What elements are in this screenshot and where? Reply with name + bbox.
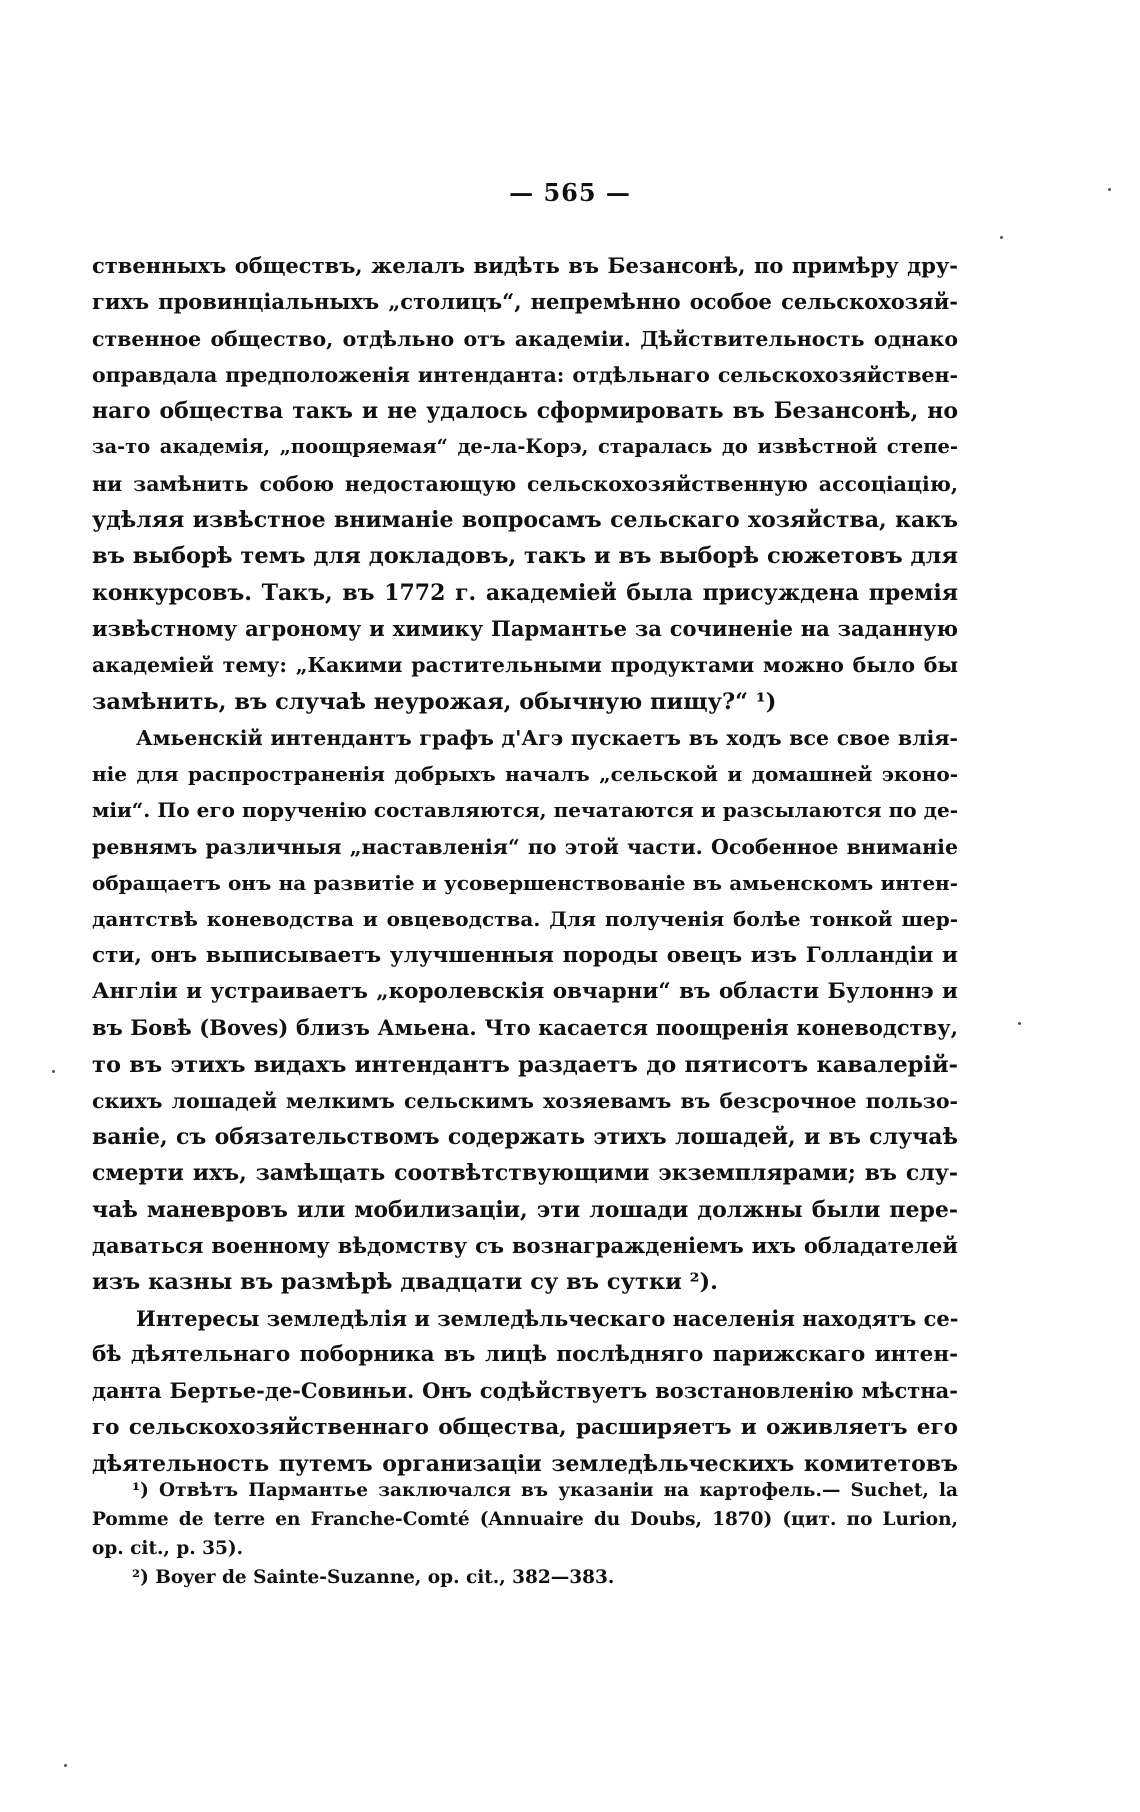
text-line: изъ казны въ размѣрѣ двадцати су въ сутки ²).: [92, 1269, 719, 1296]
text-line: даваться военному вѣдомству съ вознагражденіемъ ихъ обладателей: [92, 1233, 958, 1259]
footnote-line: ¹) Отвѣтъ Пармантье заключался въ указаніи на картофель.— Suchet, la: [132, 1480, 958, 1501]
scan-speck: [52, 1070, 55, 1073]
text-line: ніе для распространенія добрыхъ началъ „сельской и домашней эконо-: [92, 762, 958, 787]
text-line: ни замѣнить собою недостающую сельскохозяйственную ассоціацію,: [92, 471, 958, 496]
text-line: смерти ихъ, замѣщать соотвѣтствующими экземплярами; въ слу-: [92, 1160, 958, 1187]
text-line: ственное общество, отдѣльно отъ академіи. Дѣйствительность однако: [92, 326, 958, 351]
text-line: оправдала предположенія интенданта: отдѣльнаго сельскохозяйствен-: [92, 362, 958, 387]
scan-speck: [1108, 188, 1111, 191]
text-line: въ Бовѣ (Boves) близъ Амьена. Что касается поощренія коневодству,: [92, 1015, 958, 1041]
text-line: міи“. По его порученію составляются, печатаются и разсылаются по де-: [92, 798, 958, 823]
scan-speck: [1018, 1022, 1021, 1025]
text-line: чаѣ маневровъ или мобилизаціи, эти лошади должны были пере-: [92, 1196, 958, 1223]
text-line: удѣляя извѣстное вниманіе вопросамъ сельскаго хозяйства, какъ: [92, 507, 958, 534]
text-line: скихъ лошадей мелкимъ сельскимъ хозяевамъ въ безсрочное пользо-: [92, 1088, 958, 1113]
text-line: наго общества такъ и не удалось сформировать въ Безансонѣ, но: [92, 398, 958, 425]
text-line: бѣ дѣятельнаго поборника въ лицѣ послѣдняго парижскаго интен-: [92, 1341, 958, 1367]
text-line: обращаетъ онъ на развитіе и усовершенствованіе въ амьенскомъ интен-: [92, 871, 958, 896]
text-line: данта Бертье-де-Совиньи. Онъ содѣйствуетъ возстановленію мѣстна-: [92, 1378, 958, 1404]
text-line: сти, онъ выписываетъ улучшенныя породы овецъ изъ Голландіи и: [92, 942, 958, 968]
scan-speck: [64, 1764, 67, 1767]
text-line: Амьенскій интендантъ графъ д'Агэ пускаетъ въ ходъ все свое влія-: [136, 725, 958, 750]
text-line: извѣстному агроному и химику Пармантье за сочиненіе на заданную: [92, 615, 958, 641]
text-line: гихъ провинціальныхъ „столицъ“, непремѣнно особое сельскохозяй-: [92, 289, 958, 315]
footnotes: [92, 1476, 958, 1592]
text-line: ваніе, съ обязательствомъ содержать этихъ лошадей, и въ случаѣ: [92, 1124, 958, 1151]
footnote-line: ²) Boyer de Sainte-Suzanne, op. cit., 382—383.: [132, 1567, 615, 1588]
footnote-line: Pomme de terre en Franche-Comté (Annuaire du Doubs, 1870) (цит. по Lurion,: [92, 1509, 958, 1530]
text-line: конкурсовъ. Такъ, въ 1772 г. академіей была присуждена премія: [92, 579, 958, 606]
text-line: академіей тему: „Какими растительными продуктами можно было бы: [92, 653, 958, 678]
body-text: [92, 248, 958, 1482]
footnote-line: op. cit., p. 35).: [92, 1538, 244, 1559]
text-line: го сельскохозяйственнаго общества, расширяетъ и оживляетъ его: [92, 1414, 958, 1440]
text-line: ственныхъ обществъ, желалъ видѣть въ Безансонѣ, по примѣру дру-: [92, 253, 958, 278]
text-line: то въ этихъ видахъ интендантъ раздаетъ до пятисотъ кавалерій-: [92, 1051, 958, 1078]
text-line: дантствѣ коневодства и овцеводства. Для полученія болѣе тонкой шер-: [92, 907, 958, 932]
text-line: Англіи и устраиваетъ „королевскія овчарни“ въ области Булоннэ и: [92, 978, 958, 1004]
page-number: — 565 —: [509, 178, 631, 207]
text-line: ревнямъ различныя „наставленія“ по этой части. Особенное вниманіе: [92, 834, 958, 859]
text-line: дѣятельность путемъ организаціи земледѣльческихъ комитетовъ: [92, 1450, 958, 1477]
text-line: за-то академія, „поощряемая“ де-ла-Корэ, старалась до извѣстной степе-: [92, 435, 958, 459]
text-line: Интересы земледѣлія и земледѣльческаго населенія находятъ се-: [136, 1305, 958, 1331]
text-line: замѣнить, въ случаѣ неурожая, обычную пищу?“ ¹): [92, 688, 777, 715]
scan-speck: [1000, 236, 1003, 239]
text-line: въ выборѣ темъ для докладовъ, такъ и въ выборѣ сюжетовъ для: [92, 543, 958, 570]
